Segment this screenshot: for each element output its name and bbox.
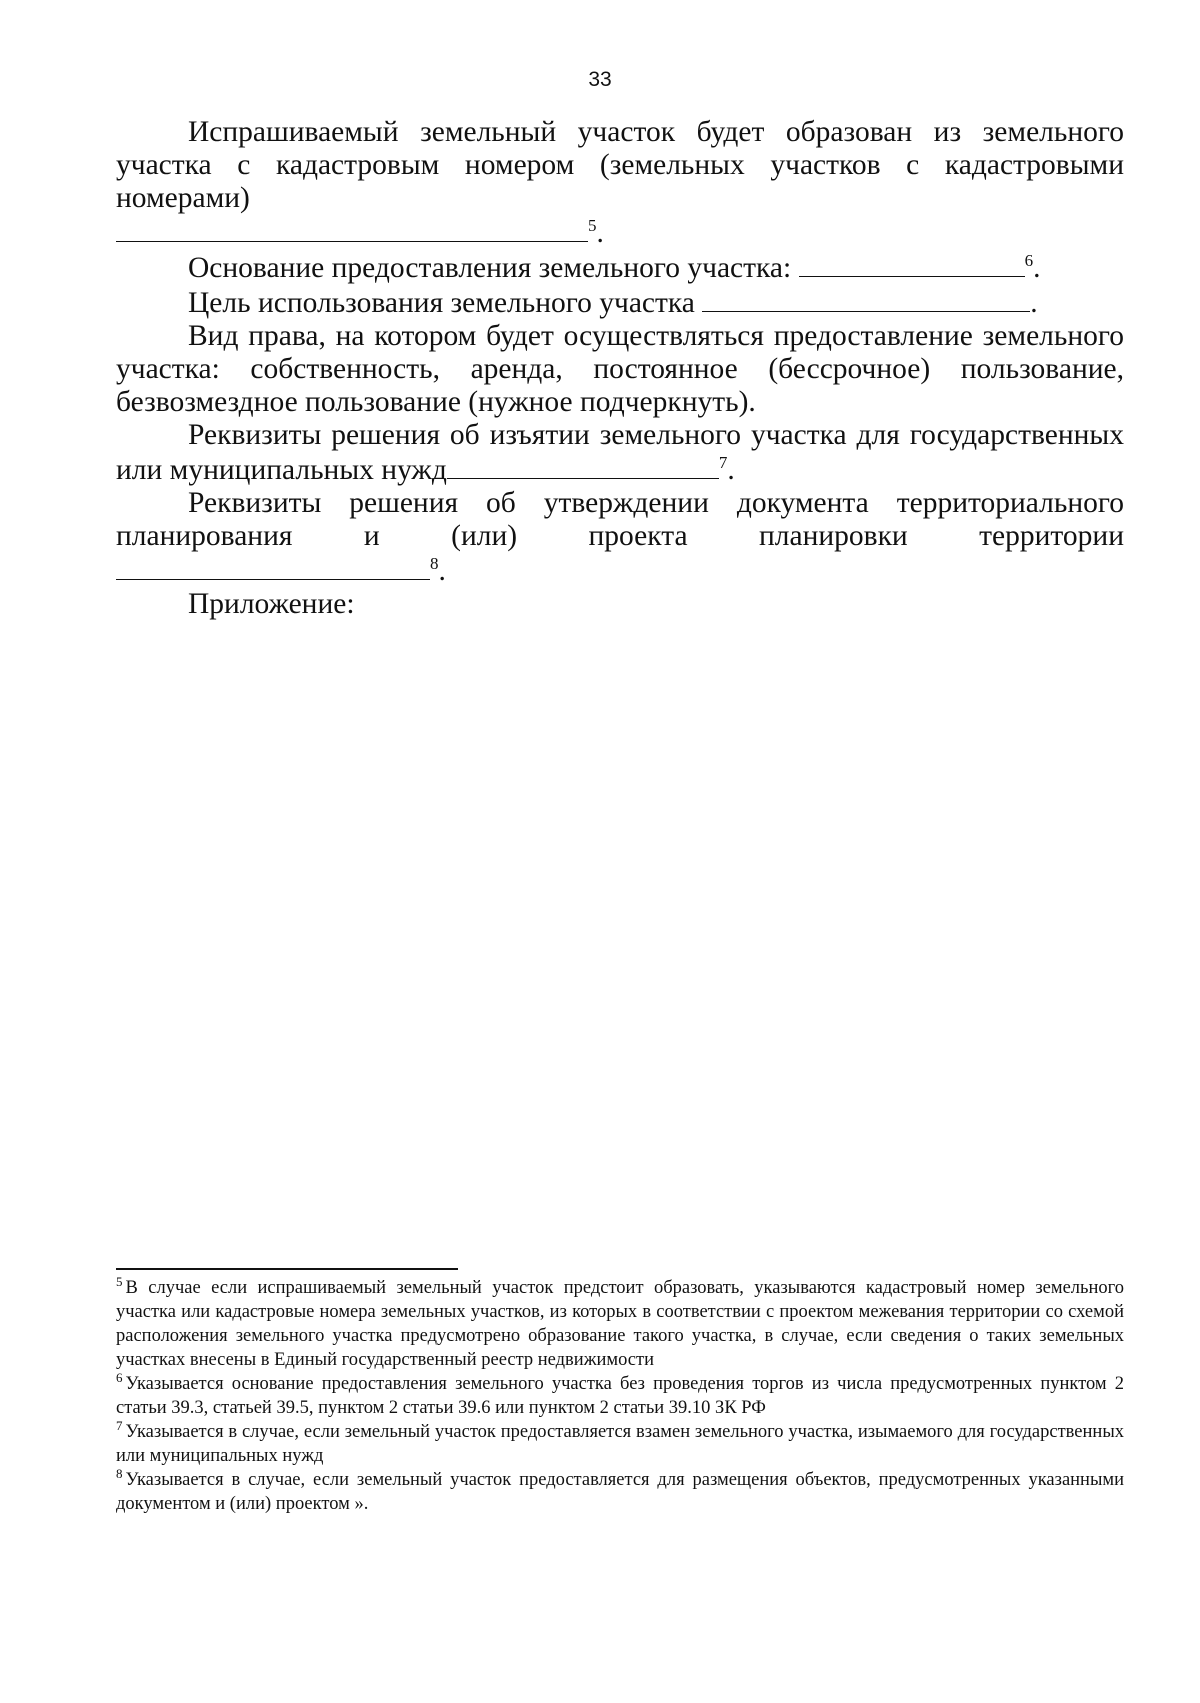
footnote-ref-7: 7 bbox=[718, 453, 728, 473]
paragraph-planning-decision-blank-line: $^8$. bbox=[116, 553, 1124, 588]
paragraph-seizure-decision-text: Реквизиты решения об изъятии земельного участка для государственных или муниципальных нужд bbox=[116, 419, 1124, 486]
paragraph-seizure-decision: Реквизиты решения об изъятии земельного участка для государственных или муниципальных нужд $^7$. bbox=[116, 419, 1124, 486]
paragraph-purpose-text: Цель использования земельного участка bbox=[188, 287, 695, 319]
purpose-blank[interactable] bbox=[702, 285, 1030, 312]
paragraph-grounds: Основание предоставления земельного участка: $^6$. bbox=[188, 251, 1041, 284]
footnote-separator bbox=[116, 1268, 458, 1270]
paragraph-attachment-text: Приложение: bbox=[188, 588, 355, 620]
footnote-5-mark: 5 bbox=[116, 1273, 123, 1289]
paragraph-right-type bbox=[116, 320, 1124, 419]
footnote-7-text: Указывается в случае, если земельный участок предоставляется взамен земельного участка, изымаемого для государственных или муниципальных нужд bbox=[116, 1422, 1124, 1466]
footnote-ref-8: 8 bbox=[430, 554, 439, 574]
page-number: 33 bbox=[588, 68, 612, 91]
footnote-8 bbox=[116, 1465, 1124, 1516]
footnote-ref-5: 5 bbox=[588, 216, 597, 236]
paragraph-parcel-origin-blank-line: $^5$. bbox=[116, 215, 1124, 250]
footnote-5-text: В случае если испрашиваемый земельный участок предстоит образовать, указываются кадастровый номер земельного участка или кадастровые номера земельных участков, из которых в соответствии с проектом межевания территории со схемой расположения земельного участка предусмотрено образование такого участка, в случае, если сведения о таких земельных участках внесены в Единый государственный реестр недвижимости bbox=[116, 1278, 1124, 1370]
paragraph-parcel-origin-text: Испрашиваемый земельный участок будет образован из земельного участка с кадастровым номером (земельных участков с кадастровыми номерами) bbox=[116, 116, 1124, 214]
paragraph-grounds-text: Основание предоставления земельного участка: bbox=[188, 252, 792, 284]
paragraph-planning-decision bbox=[116, 487, 1124, 553]
footnote-8-text: Указывается в случае, если земельный участок предоставляется для размещения объектов, предусмотренных указанными документом и (или) проектом ». bbox=[116, 1470, 1124, 1514]
paragraph-parcel-origin bbox=[116, 116, 1124, 215]
footnotes bbox=[116, 1268, 1124, 1516]
paragraph-planning-decision-text: Реквизиты решения об утверждении документа территориального планирования и (или) проекта планировки территории bbox=[116, 487, 1124, 552]
planning-decision-blank[interactable] bbox=[116, 553, 430, 580]
paragraph-purpose: Цель использования земельного участка . bbox=[188, 287, 1038, 319]
footnote-8-mark: 8 bbox=[116, 1465, 123, 1481]
footnote-5 bbox=[116, 1273, 1124, 1372]
footnote-6-text: Указывается основание предоставления земельного участка без проведения торгов из числа предусмотренных пунктом 2 статьи 39.3, статьей 39.5, пунктом 2 статьи 39.6 или пунктом 2 статьи 39.10 ЗК РФ bbox=[116, 1374, 1124, 1418]
seizure-decision-blank[interactable] bbox=[447, 452, 719, 479]
document-body bbox=[116, 116, 1124, 621]
footnote-6-mark: 6 bbox=[116, 1369, 123, 1385]
footnote-ref-6: 6 bbox=[1024, 251, 1034, 271]
footnote-6 bbox=[116, 1369, 1124, 1420]
paragraph-attachment bbox=[116, 588, 1124, 621]
footnote-7-mark: 7 bbox=[116, 1417, 123, 1433]
cadastral-number-blank[interactable] bbox=[116, 215, 588, 242]
grounds-blank[interactable] bbox=[799, 250, 1025, 277]
paragraph-right-type-text: Вид права, на котором будет осуществляться предоставление земельного участка: собственность, аренда, постоянное (бессрочное) пользование, безвозмездное пользование (нужное подчеркнуть). bbox=[116, 320, 1124, 418]
footnote-7 bbox=[116, 1417, 1124, 1468]
